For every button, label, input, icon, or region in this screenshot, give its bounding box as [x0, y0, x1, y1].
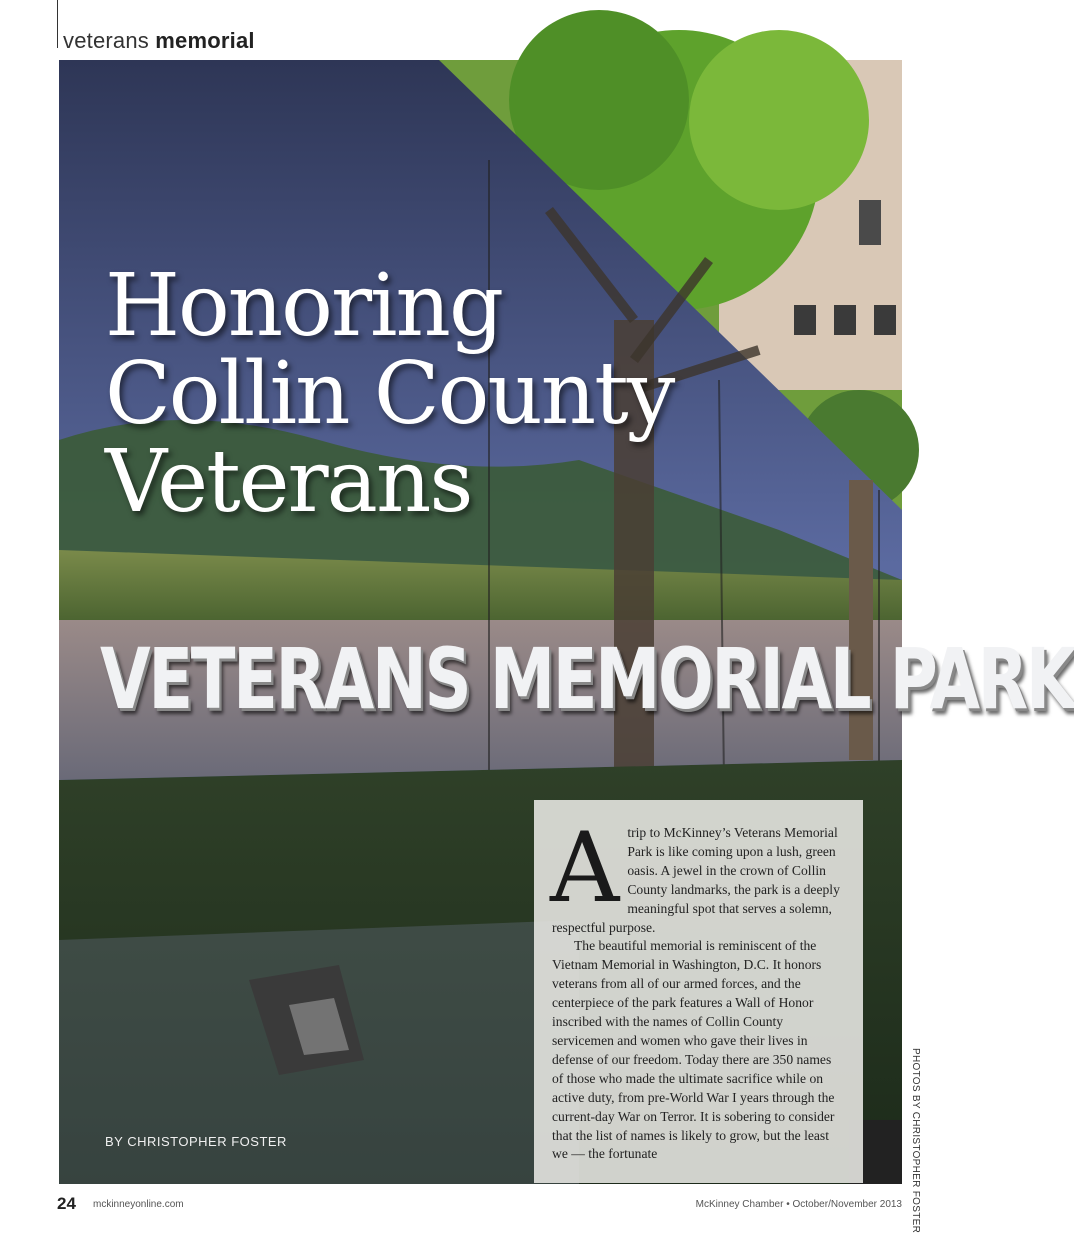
- article-paragraph-2: The beautiful memorial is reminiscent of the Vietnam Memorial in Washington, D.C. It honors veterans from all of our armed forces, and the centerpiece of the park features a Wall of Honor inscribed with the names of Collin County servicemen and women who gave their lives in defense of our freedom. Today there are 350 names of those who made the ultimate sacrifice while on active duty, from pre-World War I years through the current-day War on Terror. It is sobering to consider that the list of names is likely to grow, but the least we — the fortunate: [552, 938, 835, 1162]
- issue-info: McKinney Chamber • October/November 2013: [695, 1199, 902, 1210]
- headline-line-3: Veterans: [105, 432, 472, 532]
- byline: BY CHRISTOPHER FOSTER: [105, 1134, 287, 1149]
- section-rule: [57, 0, 58, 48]
- page-number: 24: [57, 1194, 76, 1213]
- headline-line-1: Honoring: [105, 256, 502, 356]
- drop-cap: A: [550, 812, 620, 924]
- headline-line-2: Collin County: [105, 344, 674, 444]
- park-sign-lettering: VETERANS MEMORIAL PARK: [100, 630, 1074, 728]
- article-paragraph-1: trip to McKinney’s Veterans Memorial Park is like coming upon a lush, green oasis. A jewel in the crown of Collin County landmarks, the park is a deeply meaningful spot that serves a solemn, respectful purpose.: [552, 825, 840, 935]
- section-prefix: veterans: [63, 28, 149, 53]
- section-bold: memorial: [155, 28, 255, 53]
- headline: [105, 256, 674, 532]
- photo-credit: PHOTOS BY CHRISTOPHER FOSTER: [910, 1048, 921, 1234]
- website-link[interactable]: mckinneyonline.com: [93, 1199, 184, 1210]
- section-label: [63, 28, 255, 54]
- article-text-box: [534, 800, 863, 1183]
